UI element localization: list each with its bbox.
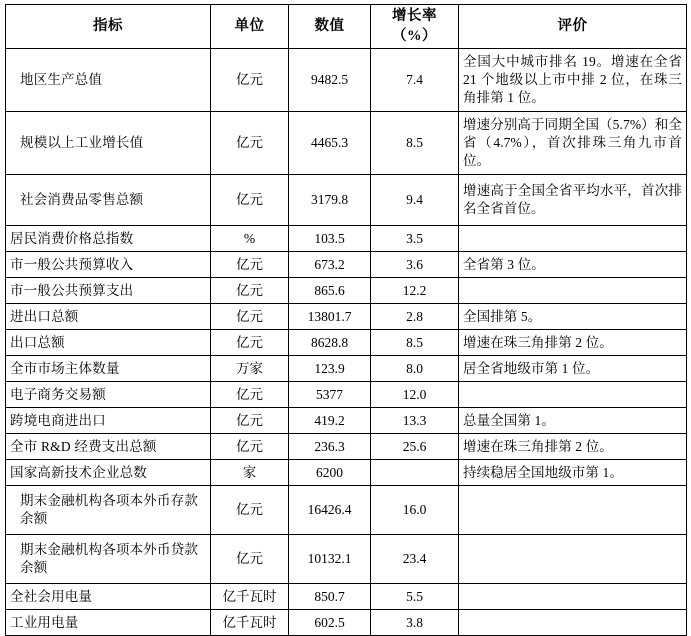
cell-value: 8628.8 [289, 330, 371, 356]
cell-growth-rate: 7.4 [371, 49, 459, 112]
table-row [6, 408, 687, 434]
cell-evaluation [459, 535, 687, 584]
cell-value: 419.2 [289, 408, 371, 434]
cell-value: 10132.1 [289, 535, 371, 584]
table-row [6, 356, 687, 382]
cell-growth-rate: 3.6 [371, 252, 459, 278]
cell-evaluation: 全国大中城市排名 19。增速在全省 21 个地级以上市中排 2 位，在珠三角排第 1 位。 [459, 49, 687, 112]
table-row [6, 304, 687, 330]
cell-indicator: 工业用电量 [6, 610, 211, 636]
cell-value: 16426.4 [289, 486, 371, 535]
cell-unit: 亿元 [211, 535, 289, 584]
cell-value: 236.3 [289, 434, 371, 460]
cell-evaluation: 增速分别高于同期全国（5.7%）和全省（4.7%），首次排珠三角九市首位。 [459, 112, 687, 175]
cell-unit: 家 [211, 460, 289, 486]
cell-evaluation [459, 382, 687, 408]
cell-unit: 亿元 [211, 252, 289, 278]
table-row [6, 434, 687, 460]
column-header-indicator: 指标 [6, 5, 211, 49]
cell-evaluation [459, 226, 687, 252]
cell-unit: % [211, 226, 289, 252]
cell-value: 673.2 [289, 252, 371, 278]
cell-evaluation: 居全省地级市第 1 位。 [459, 356, 687, 382]
cell-growth-rate: 12.2 [371, 278, 459, 304]
table-row [6, 382, 687, 408]
table-header [6, 5, 687, 49]
cell-indicator: 出口总额 [6, 330, 211, 356]
table-body [6, 49, 687, 636]
cell-indicator: 地区生产总值 [6, 49, 211, 112]
cell-growth-rate: 23.4 [371, 535, 459, 584]
cell-unit: 亿元 [211, 486, 289, 535]
cell-value: 13801.7 [289, 304, 371, 330]
cell-unit: 亿元 [211, 49, 289, 112]
cell-indicator: 全市市场主体数量 [6, 356, 211, 382]
cell-unit: 亿元 [211, 112, 289, 175]
cell-unit: 亿元 [211, 330, 289, 356]
table-row [6, 330, 687, 356]
cell-evaluation: 增速在珠三角排第 2 位。 [459, 434, 687, 460]
cell-value: 103.5 [289, 226, 371, 252]
column-header-growth-rate: 增长率（%） [371, 5, 459, 49]
cell-unit: 亿元 [211, 304, 289, 330]
cell-evaluation: 全国排第 5。 [459, 304, 687, 330]
cell-value: 123.9 [289, 356, 371, 382]
cell-indicator: 全市 R&D 经费支出总额 [6, 434, 211, 460]
cell-indicator: 国家高新技术企业总数 [6, 460, 211, 486]
column-header-evaluation: 评价 [459, 5, 687, 49]
cell-evaluation: 持续稳居全国地级市第 1。 [459, 460, 687, 486]
cell-indicator: 电子商务交易额 [6, 382, 211, 408]
cell-value: 9482.5 [289, 49, 371, 112]
table-row [6, 610, 687, 636]
cell-unit: 亿元 [211, 408, 289, 434]
cell-growth-rate: 5.5 [371, 584, 459, 610]
cell-indicator: 进出口总额 [6, 304, 211, 330]
cell-value: 4465.3 [289, 112, 371, 175]
cell-growth-rate: 2.8 [371, 304, 459, 330]
cell-growth-rate: 8.5 [371, 112, 459, 175]
cell-unit: 亿千瓦时 [211, 610, 289, 636]
cell-growth-rate: 8.0 [371, 356, 459, 382]
cell-growth-rate: 13.3 [371, 408, 459, 434]
cell-evaluation: 增速在珠三角排第 2 位。 [459, 330, 687, 356]
table-row [6, 486, 687, 535]
cell-evaluation: 总量全国第 1。 [459, 408, 687, 434]
cell-evaluation [459, 610, 687, 636]
table-row [6, 175, 687, 226]
cell-unit: 亿元 [211, 278, 289, 304]
table-row [6, 49, 687, 112]
table-row [6, 112, 687, 175]
cell-evaluation [459, 486, 687, 535]
cell-growth-rate: 25.6 [371, 434, 459, 460]
cell-unit: 亿元 [211, 382, 289, 408]
cell-value: 602.5 [289, 610, 371, 636]
cell-value: 850.7 [289, 584, 371, 610]
statistics-table [5, 4, 687, 636]
cell-indicator: 社会消费品零售总额 [6, 175, 211, 226]
cell-value: 3179.8 [289, 175, 371, 226]
cell-growth-rate: 8.5 [371, 330, 459, 356]
cell-growth-rate [371, 460, 459, 486]
column-header-value: 数值 [289, 5, 371, 49]
table-header-row [6, 5, 687, 49]
cell-indicator: 居民消费价格总指数 [6, 226, 211, 252]
cell-evaluation: 全省第 3 位。 [459, 252, 687, 278]
table-row [6, 584, 687, 610]
table-row [6, 278, 687, 304]
cell-growth-rate: 16.0 [371, 486, 459, 535]
cell-growth-rate: 3.8 [371, 610, 459, 636]
cell-unit: 亿千瓦时 [211, 584, 289, 610]
cell-unit: 万家 [211, 356, 289, 382]
cell-value: 6200 [289, 460, 371, 486]
cell-evaluation: 增速高于全国全省平均水平，首次排名全省首位。 [459, 175, 687, 226]
cell-unit: 亿元 [211, 434, 289, 460]
cell-evaluation [459, 278, 687, 304]
cell-indicator: 期末金融机构各项本外币贷款余额 [6, 535, 211, 584]
statistics-table-page [0, 4, 691, 630]
cell-evaluation [459, 584, 687, 610]
table-row [6, 460, 687, 486]
cell-value: 5377 [289, 382, 371, 408]
column-header-unit: 单位 [211, 5, 289, 49]
table-row [6, 252, 687, 278]
cell-growth-rate: 12.0 [371, 382, 459, 408]
table-row [6, 226, 687, 252]
table-row [6, 535, 687, 584]
cell-indicator: 市一般公共预算收入 [6, 252, 211, 278]
cell-indicator: 全社会用电量 [6, 584, 211, 610]
cell-indicator: 规模以上工业增长值 [6, 112, 211, 175]
cell-indicator: 跨境电商进出口 [6, 408, 211, 434]
cell-indicator: 市一般公共预算支出 [6, 278, 211, 304]
cell-growth-rate: 9.4 [371, 175, 459, 226]
cell-unit: 亿元 [211, 175, 289, 226]
cell-value: 865.6 [289, 278, 371, 304]
cell-growth-rate: 3.5 [371, 226, 459, 252]
cell-indicator: 期末金融机构各项本外币存款余额 [6, 486, 211, 535]
